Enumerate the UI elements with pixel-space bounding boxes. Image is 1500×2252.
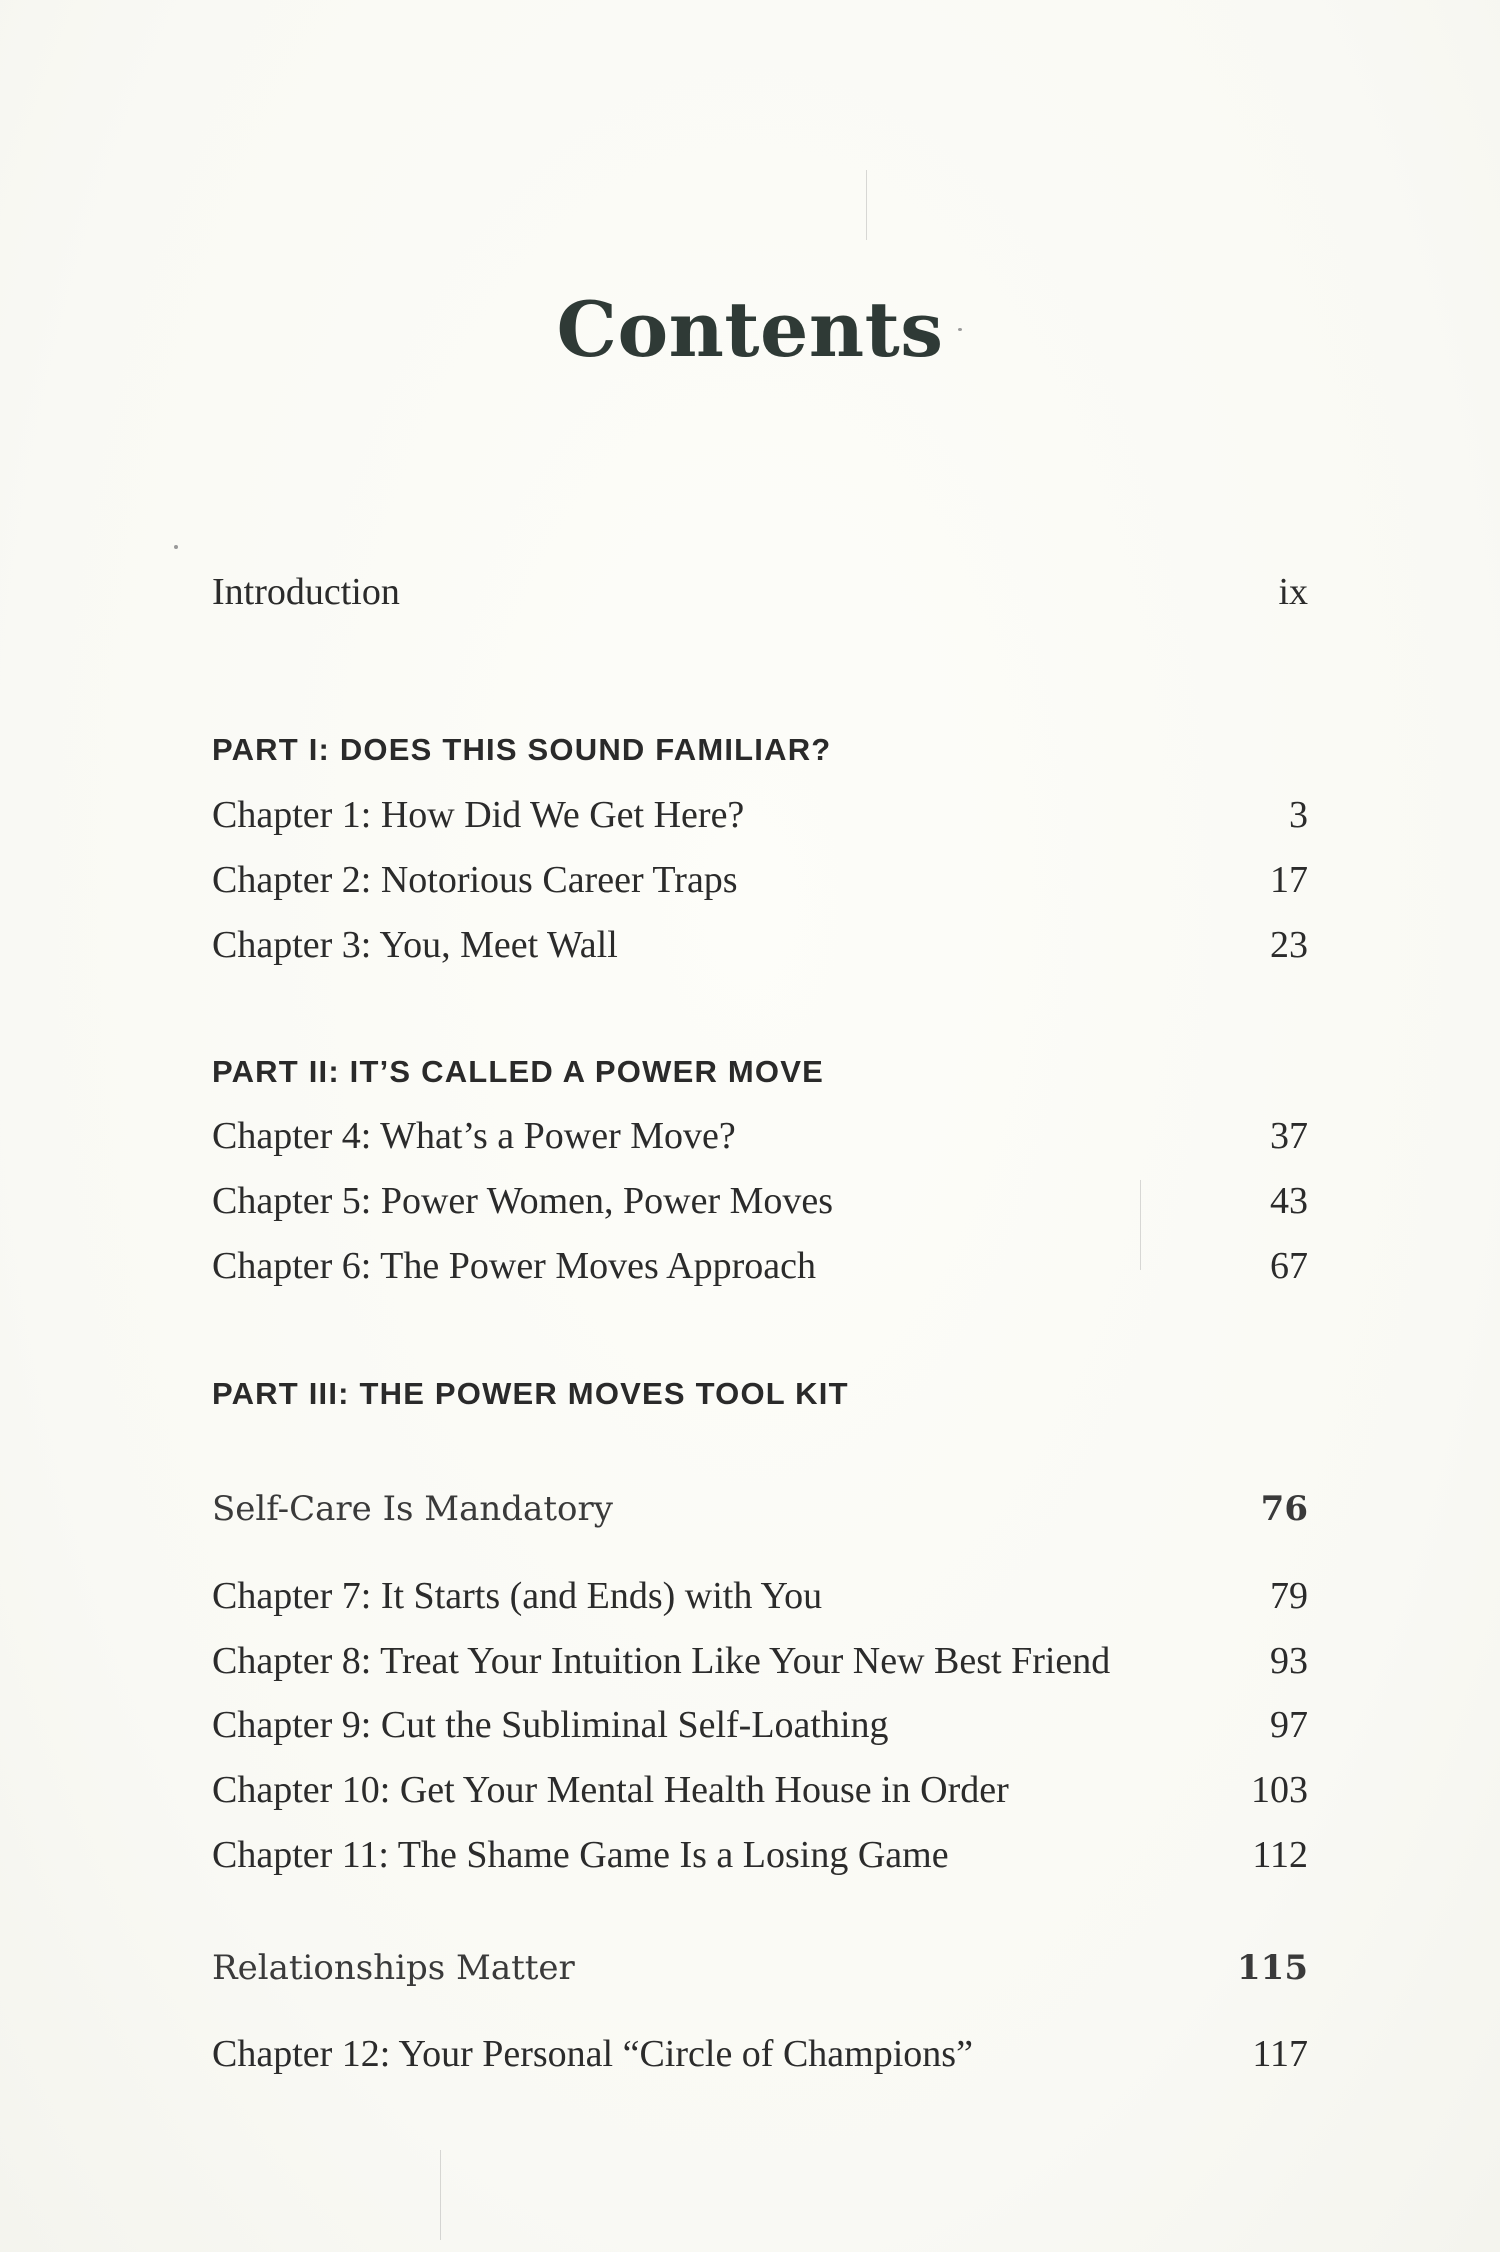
entry-page-number: 93 (1270, 1640, 1308, 1682)
entry-title: Chapter 4: What’s a Power Move? (212, 1115, 736, 1157)
entry-page-number: ix (1278, 571, 1308, 613)
entry-page-number: 23 (1270, 924, 1308, 966)
toc-entry (212, 2035, 1308, 2073)
scan-speck (958, 328, 962, 331)
entry-title: Chapter 3: You, Meet Wall (212, 924, 618, 966)
section-title: Relationships Matter (212, 1948, 575, 1988)
part-heading: PART II: IT’S CALLED A POWER MOVE (212, 1054, 824, 1089)
toc-entry-introduction (212, 573, 1308, 611)
toc-entry (212, 926, 1308, 964)
scan-streak (866, 170, 867, 240)
entry-title: Chapter 10: Get Your Mental Health House in Order (212, 1769, 1009, 1811)
toc-entry (212, 1182, 1308, 1220)
entry-page-number: 3 (1289, 794, 1308, 836)
entry-title: Chapter 12: Your Personal “Circle of Champions” (212, 2033, 973, 2075)
page-title: Contents (556, 285, 944, 374)
entry-title: Chapter 11: The Shame Game Is a Losing Game (212, 1834, 949, 1876)
entry-title: Chapter 2: Notorious Career Traps (212, 859, 738, 901)
entry-page-number: 112 (1252, 1834, 1308, 1876)
entry-page-number: 67 (1270, 1245, 1308, 1287)
scan-streak (440, 2150, 441, 2240)
toc-entry (212, 1247, 1308, 1285)
section-page-number: 115 (1237, 1948, 1308, 1988)
entry-page-number: 37 (1270, 1115, 1308, 1157)
scan-streak (1140, 1180, 1141, 1270)
toc-entry (212, 1577, 1308, 1615)
toc-entry (212, 1117, 1308, 1155)
toc-entry (212, 796, 1308, 834)
entry-title: Introduction (212, 571, 400, 613)
part-heading: PART III: THE POWER MOVES TOOL KIT (212, 1376, 849, 1411)
entry-page-number: 103 (1251, 1769, 1308, 1811)
entry-title: Chapter 9: Cut the Subliminal Self-Loathing (212, 1704, 889, 1746)
entry-page-number: 97 (1270, 1704, 1308, 1746)
entry-page-number: 17 (1270, 859, 1308, 901)
entry-title: Chapter 6: The Power Moves Approach (212, 1245, 817, 1287)
toc-entry (212, 1642, 1308, 1680)
entry-title: Chapter 5: Power Women, Power Moves (212, 1180, 834, 1222)
section-title: Self-Care Is Mandatory (212, 1489, 613, 1529)
entry-page-number: 43 (1270, 1180, 1308, 1222)
toc-section-heading (212, 1948, 1308, 1988)
toc-entry (212, 1771, 1308, 1809)
toc-section-heading (212, 1489, 1308, 1529)
entry-page-number: 117 (1252, 2033, 1308, 2075)
section-page-number: 76 (1260, 1489, 1308, 1529)
entry-title: Chapter 8: Treat Your Intuition Like Your New Best Friend (212, 1640, 1111, 1682)
entry-title: Chapter 7: It Starts (and Ends) with You (212, 1575, 823, 1617)
toc-entry (212, 1706, 1308, 1744)
toc-entry (212, 1836, 1308, 1874)
part-heading: PART I: DOES THIS SOUND FAMILIAR? (212, 732, 832, 767)
entry-title: Chapter 1: How Did We Get Here? (212, 794, 745, 836)
entry-page-number: 79 (1270, 1575, 1308, 1617)
toc-entry (212, 861, 1308, 899)
scan-speck (174, 545, 178, 549)
